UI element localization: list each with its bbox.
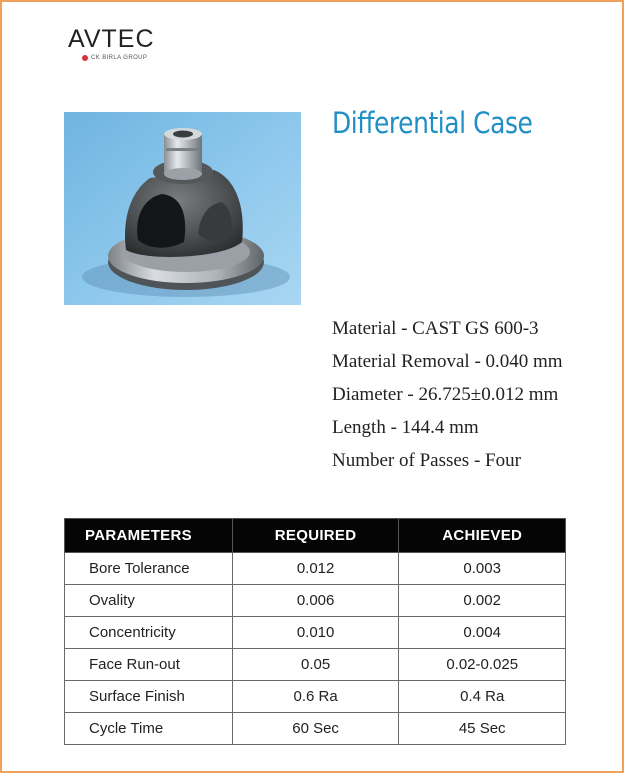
table-row [65,649,566,681]
ck-birla-logo-icon [82,55,88,61]
logo-wordmark: AVTEC [68,25,155,53]
spec-list [332,312,563,477]
product-title: Differential Case [332,106,533,140]
table-row [65,713,566,745]
parameter-cell: Surface Finish [65,681,233,713]
achieved-cell: 0.002 [399,585,566,617]
required-cell: 0.012 [232,553,399,585]
required-cell: 60 Sec [232,713,399,745]
header-achieved: ACHIEVED [399,519,566,553]
spec-material-removal: Material Removal - 0.040 mm [332,351,563,372]
table-row [65,585,566,617]
table-row [65,617,566,649]
parameter-cell: Ovality [65,585,233,617]
parameters-table [64,518,566,745]
spec-diameter: Diameter - 26.725±0.012 mm [332,384,559,405]
achieved-cell: 0.4 Ra [399,681,566,713]
header-parameters: PARAMETERS [65,519,233,553]
required-cell: 0.05 [232,649,399,681]
achieved-cell: 45 Sec [399,713,566,745]
parameter-cell: Cycle Time [65,713,233,745]
achieved-cell: 0.02-0.025 [399,649,566,681]
parameter-cell: Concentricity [65,617,233,649]
required-cell: 0.006 [232,585,399,617]
avtec-logo [68,26,155,61]
parameter-cell: Bore Tolerance [65,553,233,585]
parameter-cell: Face Run-out [65,649,233,681]
table-row [65,681,566,713]
logo-group-text: CK BIRLA GROUP [91,55,148,61]
spec-length: Length - 144.4 mm [332,417,479,438]
table-header-row [65,519,566,553]
product-photo [64,112,301,305]
header-required: REQUIRED [232,519,399,553]
required-cell: 0.010 [232,617,399,649]
logo-group-line [82,55,155,61]
required-cell: 0.6 Ra [232,681,399,713]
achieved-cell: 0.003 [399,553,566,585]
spec-material: Material - CAST GS 600-3 [332,318,539,339]
achieved-cell: 0.004 [399,617,566,649]
spec-passes: Number of Passes - Four [332,450,521,471]
table-row [65,553,566,585]
